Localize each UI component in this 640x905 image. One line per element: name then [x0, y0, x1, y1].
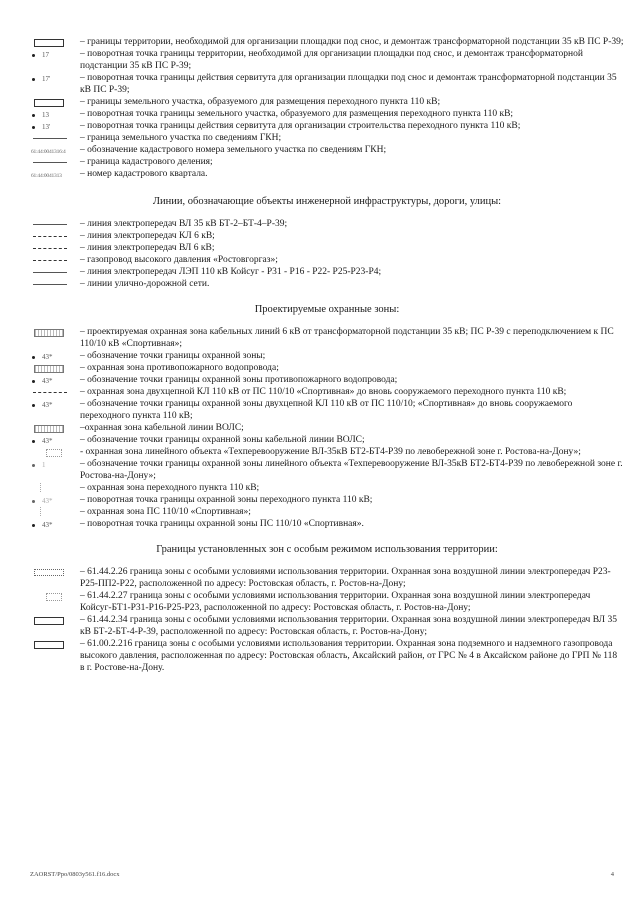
legend-symbol: [30, 144, 80, 156]
point-dot-icon: [32, 440, 35, 443]
legend-text: – охранная зона двухцепной КЛ 110 кВ от ПС 110/10 «Спортивная» до вновь сооружаемого переходного пункта 110 кВ;: [80, 387, 567, 397]
dashed-line-symbol: [33, 248, 67, 249]
legend-symbol: [30, 230, 80, 242]
legend-symbol: [30, 506, 80, 518]
legend-row: [30, 422, 624, 434]
legend-row: [30, 254, 624, 266]
point-label: 43*: [42, 353, 53, 361]
point-dot-icon: [32, 78, 35, 81]
legend-row: [30, 36, 624, 48]
legend-row: [30, 278, 624, 290]
legend-symbol: [30, 614, 80, 626]
legend-symbol: [30, 96, 80, 108]
legend-text: – охранная зона противопожарного водопровода;: [80, 363, 279, 373]
legend-text: – обозначение точки границы охранной зоны линейного объекта «Техперевооружение ВЛ-35кВ БТ2-БТ4-Р39 по левобережной зоне г. Ростова-на-Дону»;: [80, 459, 623, 481]
turning-point-symbol: [32, 73, 50, 85]
solid-line-symbol: [33, 284, 67, 285]
legend-row: [30, 482, 624, 494]
point-label: 17': [42, 75, 51, 83]
dashed-line-symbol: [33, 392, 67, 393]
hatched-zone-symbol: [34, 329, 64, 337]
point-dot-icon: [32, 404, 35, 407]
legend-symbol: [30, 446, 80, 458]
legend-row: [30, 362, 624, 374]
turning-point-symbol: [32, 399, 53, 411]
legend-row: [30, 168, 624, 180]
legend-symbol: [30, 120, 80, 132]
legend-text: – поворотная точка границы охранной зоны ПС 110/10 «Спортивная».: [80, 519, 364, 529]
legend-text: – поворотная точка границы действия сервитута для организации площадки под снос и демонтаж трансформаторной подстанции 35 кВ ПС Р-39;: [80, 73, 617, 95]
legend-symbol: [30, 638, 80, 650]
legend-document: [30, 36, 624, 674]
legend-text: – линия электропередач ВЛ 35 кВ БТ-2–БТ-4–Р-39;: [80, 219, 288, 229]
legend-row: [30, 386, 624, 398]
legend-row: [30, 494, 624, 506]
legend-row: [30, 218, 624, 230]
dotted-zone-symbol: [34, 569, 64, 576]
legend-row: [30, 518, 624, 530]
legend-row: [30, 72, 624, 96]
turning-point-symbol: [32, 459, 46, 471]
legend-text: – охранная зона переходного пункта 110 кВ;: [80, 483, 260, 493]
solid-line-symbol: [33, 224, 67, 225]
legend-symbol: [30, 72, 80, 84]
legend-symbol: [30, 132, 80, 144]
legend-text: – газопровод высокого давления «Ростовгоргаз»;: [80, 255, 278, 265]
legend-symbol: [30, 156, 80, 168]
turning-point-symbol: [32, 519, 53, 531]
boundary-box-symbol: [34, 641, 64, 649]
page-number: 4: [610, 871, 614, 878]
point-label: 17: [42, 51, 49, 59]
legend-text: – поворотная точка границы охранной зоны переходного пункта 110 кВ;: [80, 495, 373, 505]
legend-symbol: [30, 168, 80, 180]
legend-text: – поворотная точка границы территории, необходимой для организации площадки под снос, и демонтаж трансформаторной подстанции 35 кВ ПС Р-39;: [80, 49, 583, 71]
legend-symbol: [30, 518, 80, 530]
legend-text: – линия электропередач ЛЭП 110 кВ Койсуг - Р31 - Р16 - Р22- Р25-Р23-Р4;: [80, 267, 382, 277]
point-dot-icon: [32, 464, 35, 467]
point-dot-icon: [32, 114, 35, 117]
legend-symbol: [30, 494, 80, 506]
point-label: 13: [42, 111, 49, 119]
legend-row: [30, 638, 624, 674]
legend-special: [30, 566, 624, 674]
cadastral-number-symbol: 61:44:0041313: [31, 173, 62, 179]
dashed-line-symbol: [33, 236, 67, 237]
legend-symbol: [30, 362, 80, 374]
legend-text: – поворотная точка границы действия сервитута для организации строительства переходного пункта 110 кВ;: [80, 121, 521, 131]
legend-row: [30, 96, 624, 108]
point-label: 43*: [42, 401, 53, 409]
legend-row: [30, 326, 624, 350]
point-dot-icon: [32, 126, 35, 129]
legend-text: – 61.44.2.26 граница зоны с особыми условиями использования территории. Охранная зона воздушной линии электропередач Р23-Р25-ПП2-Р22, расположенной по адресу: Ростовская область, г. Ростов-на-Дону;: [80, 567, 611, 589]
point-label: 43*: [42, 437, 53, 445]
legend-text: – охранная зона ПС 110/10 «Спортивная»;: [80, 507, 251, 517]
legend-row: [30, 398, 624, 422]
legend-symbol: [30, 36, 80, 48]
legend-text: – проектируемая охранная зона кабельных линий 6 кВ от трансформаторной подстанции 35 кВ; ПС Р-39 с переподключением к ПС 110/10 кВ «Спортивная»;: [80, 327, 614, 349]
legend-text: – обозначение точки границы охранной зоны противопожарного водопровода;: [80, 375, 398, 385]
legend-symbol: [30, 278, 80, 290]
legend-row: [30, 374, 624, 386]
legend-text: – поворотная точка границы земельного участка, образуемого для размещения переходного пункта 110 кВ;: [80, 109, 514, 119]
legend-row: [30, 120, 624, 132]
point-dot-icon: [32, 356, 35, 359]
legend-symbol: [30, 386, 80, 398]
legend-row: [30, 266, 624, 278]
legend-symbol: [30, 374, 80, 386]
legend-symbol: [30, 398, 80, 410]
point-label: 13': [42, 123, 51, 131]
legend-text: – обозначение точки границы охранной зоны двухцепной КЛ 110 кВ от ПС 110/10; «Спортивная» до вновь сооружаемого переходного пункта 110 кВ;: [80, 399, 573, 421]
legend-symbol: [30, 218, 80, 230]
cadastral-number-symbol: 61:44:0041316:4: [31, 149, 66, 155]
boundary-box-symbol: [34, 617, 64, 625]
legend-text: – 61.44.2.27 граница зоны с особыми условиями использования территории. Охранная зона воздушной линии электропередач Койсуг-БТ1-Р31-Р16-Р25-Р23, расположенной по адресу: Ростовская область, г. Ростов-на-Дону;: [80, 591, 591, 613]
legend-row: [30, 434, 624, 446]
legend-text: – 61.44.2.34 граница зоны с особыми условиями использования территории. Охранная зона воздушной линии электропередач ВЛ 35 кВ БТ-2-БТ-4-Р-39, расположенной по адресу: Ростовская область, г. Ростов-на-Дону;: [80, 615, 617, 637]
legend-text: – 61.00.2.216 граница зоны с особыми условиями использования территории. Охранная зона подземного и надземного газопровода высокого давления, расположенная по адресу: Ростовская область, Аксайский район, от ГРС № 4 в Аксайском районе до ГРП № 118 в г. Ростове-на-Дону.: [80, 639, 618, 673]
legend-symbol: [30, 566, 80, 578]
legend-row: [30, 48, 624, 72]
legend-symbol: [30, 254, 80, 266]
legend-row: [30, 242, 624, 254]
legend-text: – граница земельного участка по сведениям ГКН;: [80, 133, 282, 143]
turning-point-symbol: [32, 49, 49, 61]
legend-symbol: [30, 422, 80, 434]
legend-symbol: [30, 458, 80, 470]
point-label: 43*: [42, 521, 53, 529]
point-label: 1: [42, 461, 46, 469]
point-dot-icon: [32, 54, 35, 57]
legend-symbol: [30, 482, 80, 494]
legend-symbol: [30, 266, 80, 278]
partial-zone-symbol: [46, 593, 62, 601]
legend-row: [30, 230, 624, 242]
dashdot-line-symbol: [33, 260, 67, 261]
point-label: 43*: [42, 377, 53, 385]
legend-symbol: [30, 350, 80, 362]
legend-text: - охранная зона линейного объекта «Техперевооружение ВЛ-35кВ БТ2-БТ4-Р39 по левобережной зоне г. Ростова-на-Дону»;: [80, 447, 581, 457]
legend-symbol: [30, 590, 80, 602]
legend-row: [30, 506, 624, 518]
legend-text: – обозначение точки границы охранной зоны кабельной линии ВОЛС;: [80, 435, 365, 445]
boundary-box-symbol: [34, 99, 64, 107]
point-label: 43*: [42, 497, 53, 505]
legend-text: –охранная зона кабельной линии ВОЛС;: [80, 423, 244, 433]
legend-row: [30, 156, 624, 168]
legend-text: – границы территории, необходимой для организации площадки под снос, и демонтаж трансформаторной подстанции 35 кВ ПС Р-39;: [80, 37, 624, 47]
legend-text: – номер кадастрового квартала.: [80, 169, 208, 179]
legend-symbol: [30, 48, 80, 60]
legend-text: – обозначение кадастрового номера земельного участка по сведениям ГКН;: [80, 145, 387, 155]
legend-row: [30, 132, 624, 144]
legend-symbol: [30, 434, 80, 446]
footer-filename: ZAORST/Ppo/0803y561.f16.docx: [30, 871, 120, 878]
legend-row: [30, 590, 624, 614]
legend-symbol: [30, 326, 80, 338]
hatched-zone-symbol: [34, 365, 64, 373]
solid-line-symbol: [33, 162, 67, 163]
legend-row: [30, 566, 624, 590]
point-dot-icon: [32, 380, 35, 383]
legend-row: [30, 446, 624, 458]
legend-text: – линия электропередач КЛ 6 кВ;: [80, 231, 215, 241]
legend-zones: [30, 326, 624, 530]
legend-row: [30, 108, 624, 120]
legend-row: [30, 458, 624, 482]
legend-row: [30, 614, 624, 638]
boundary-box-symbol: [34, 39, 64, 47]
zone-edge-symbol: [40, 483, 46, 492]
section-title-lines: Линии, обозначающие объекты инженерной инфраструктуры, дороги, улицы:: [152, 196, 502, 207]
partial-zone-symbol: [46, 449, 62, 457]
point-dot-icon: [32, 500, 35, 503]
legend-text: – граница кадастрового деления;: [80, 157, 213, 167]
legend-lines: [30, 218, 624, 290]
legend-text: – линии улично-дорожной сети.: [80, 279, 210, 289]
section-title-special: Границы установленных зон с особым режимом использования территории:: [156, 544, 498, 555]
page-footer: [30, 871, 614, 878]
legend-top: [30, 36, 624, 180]
legend-row: [30, 350, 624, 362]
legend-text: – обозначение точки границы охранной зоны;: [80, 351, 266, 361]
point-dot-icon: [32, 524, 35, 527]
legend-text: – границы земельного участка, образуемого для размещения переходного пункта 110 кВ;: [80, 97, 441, 107]
solid-line-symbol: [33, 272, 67, 273]
legend-text: – линия электропередач ВЛ 6 кВ;: [80, 243, 215, 253]
zone-edge-symbol: [40, 507, 46, 516]
section-title-zones: Проектируемые охранные зоны:: [254, 304, 400, 315]
legend-symbol: [30, 108, 80, 120]
legend-symbol: [30, 242, 80, 254]
hatched-zone-symbol: [34, 425, 64, 433]
solid-line-symbol: [33, 138, 67, 139]
legend-row: [30, 144, 624, 156]
